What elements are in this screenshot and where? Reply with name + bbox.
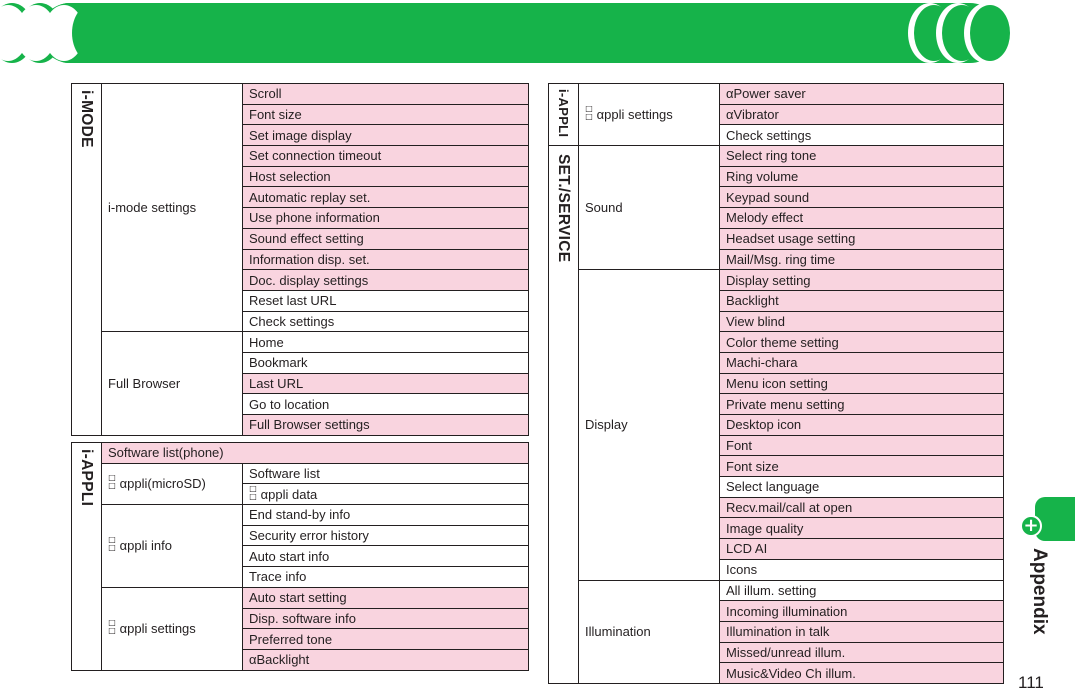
section-label: i-MODE (78, 90, 95, 148)
group-label: αppli(microSD) (119, 476, 206, 492)
section-cell-iappli (549, 84, 579, 146)
group-label: Display (579, 270, 720, 580)
page-number: 111 (1018, 673, 1044, 692)
menu-item: Headset usage setting (720, 228, 1004, 249)
imode-app-icon: □ □ (585, 104, 593, 122)
group-label: Full Browser (102, 332, 243, 435)
appendix-tab (1035, 497, 1075, 541)
section-cell-setservice (549, 146, 579, 684)
menu-item: Host selection (243, 166, 529, 187)
menu-item: Backlight (720, 290, 1004, 311)
menu-item: Display setting (720, 270, 1004, 291)
menu-item: αPower saver (720, 84, 1004, 105)
menu-item: Private menu setting (720, 394, 1004, 415)
imode-menu-table (71, 83, 529, 436)
menu-item: Software list(phone) (102, 443, 529, 464)
menu-item: Icons (720, 559, 1004, 580)
menu-item: LCD AI (720, 539, 1004, 560)
menu-item: Incoming illumination (720, 601, 1004, 622)
menu-item: Go to location (243, 394, 529, 415)
menu-item: Disp. software info (243, 608, 529, 629)
iappli-menu-table (71, 442, 529, 671)
menu-item: Scroll (243, 84, 529, 105)
menu-item: Font (720, 435, 1004, 456)
menu-item: Information disp. set. (243, 249, 529, 270)
menu-item: Desktop icon (720, 415, 1004, 436)
menu-item: Use phone information (243, 208, 529, 229)
imode-app-icon: □ □ (108, 473, 116, 491)
group-label: αppli info (119, 538, 172, 554)
menu-item: Recv.mail/call at open (720, 497, 1004, 518)
appendix-label: Appendix (1029, 548, 1050, 635)
menu-item: αBacklight (243, 649, 529, 670)
menu-item: Full Browser settings (243, 415, 529, 436)
menu-item: Sound effect setting (243, 228, 529, 249)
menu-item: Preferred tone (243, 629, 529, 650)
section-cell-iappli (72, 443, 102, 671)
menu-item: Color theme setting (720, 332, 1004, 353)
menu-item: Set image display (243, 125, 529, 146)
menu-item: Music&Video Ch illum. (720, 663, 1004, 684)
menu-item: Auto start info (243, 546, 529, 567)
banner-bar (40, 3, 1000, 63)
group-label-cell (102, 587, 243, 670)
group-label: Illumination (579, 580, 720, 683)
menu-item: Doc. display settings (243, 270, 529, 291)
menu-item: Font size (720, 456, 1004, 477)
section-cell-imode (72, 84, 102, 436)
menu-item: Last URL (243, 373, 529, 394)
menu-item: Melody effect (720, 208, 1004, 229)
menu-item: View blind (720, 311, 1004, 332)
menu-item: αVibrator (720, 104, 1004, 125)
section-label: i-APPLI (78, 449, 95, 507)
menu-item: Software list (243, 463, 529, 484)
menu-item: Image quality (720, 518, 1004, 539)
chevron-decoration-icon (908, 3, 1010, 63)
group-label-cell (579, 84, 720, 146)
imode-app-icon: □ □ (108, 618, 116, 636)
menu-item-cell (243, 484, 529, 505)
menu-item: Illumination in talk (720, 621, 1004, 642)
menu-item: Reset last URL (243, 290, 529, 311)
section-label: SET./SERVICE (555, 154, 572, 263)
imode-app-icon: □ □ (108, 535, 116, 553)
menu-item: Home (243, 332, 529, 353)
menu-item: Select ring tone (720, 146, 1004, 167)
menu-item: Machi-chara (720, 352, 1004, 373)
menu-item: Check settings (720, 125, 1004, 146)
group-label: αppli settings (596, 107, 673, 123)
menu-item: Ring volume (720, 166, 1004, 187)
menu-item: All illum. setting (720, 580, 1004, 601)
menu-item: Automatic replay set. (243, 187, 529, 208)
menu-item: Set connection timeout (243, 146, 529, 167)
imode-app-icon: □ □ (249, 483, 257, 501)
group-label-cell (102, 463, 243, 504)
menu-item: Trace info (243, 567, 529, 588)
menu-item: αppli data (260, 486, 318, 502)
menu-item: Security error history (243, 525, 529, 546)
group-label-cell (102, 505, 243, 588)
menu-item: Auto start setting (243, 587, 529, 608)
chevron-decoration-icon (0, 3, 116, 63)
menu-item: Bookmark (243, 352, 529, 373)
menu-item: Missed/unread illum. (720, 642, 1004, 663)
menu-item: Mail/Msg. ring time (720, 249, 1004, 270)
menu-item: Menu icon setting (720, 373, 1004, 394)
header-banner (0, 0, 1075, 66)
plus-circle-icon: + (1020, 515, 1042, 537)
group-label: Sound (579, 146, 720, 270)
menu-item: Font size (243, 104, 529, 125)
group-label: i-mode settings (102, 84, 243, 332)
menu-item: Keypad sound (720, 187, 1004, 208)
menu-item: Check settings (243, 311, 529, 332)
settings-menu-table (548, 83, 1004, 684)
section-label: i-APPLI (556, 89, 571, 138)
group-label: αppli settings (119, 621, 196, 637)
menu-item: End stand-by info (243, 505, 529, 526)
menu-item: Select language (720, 477, 1004, 498)
